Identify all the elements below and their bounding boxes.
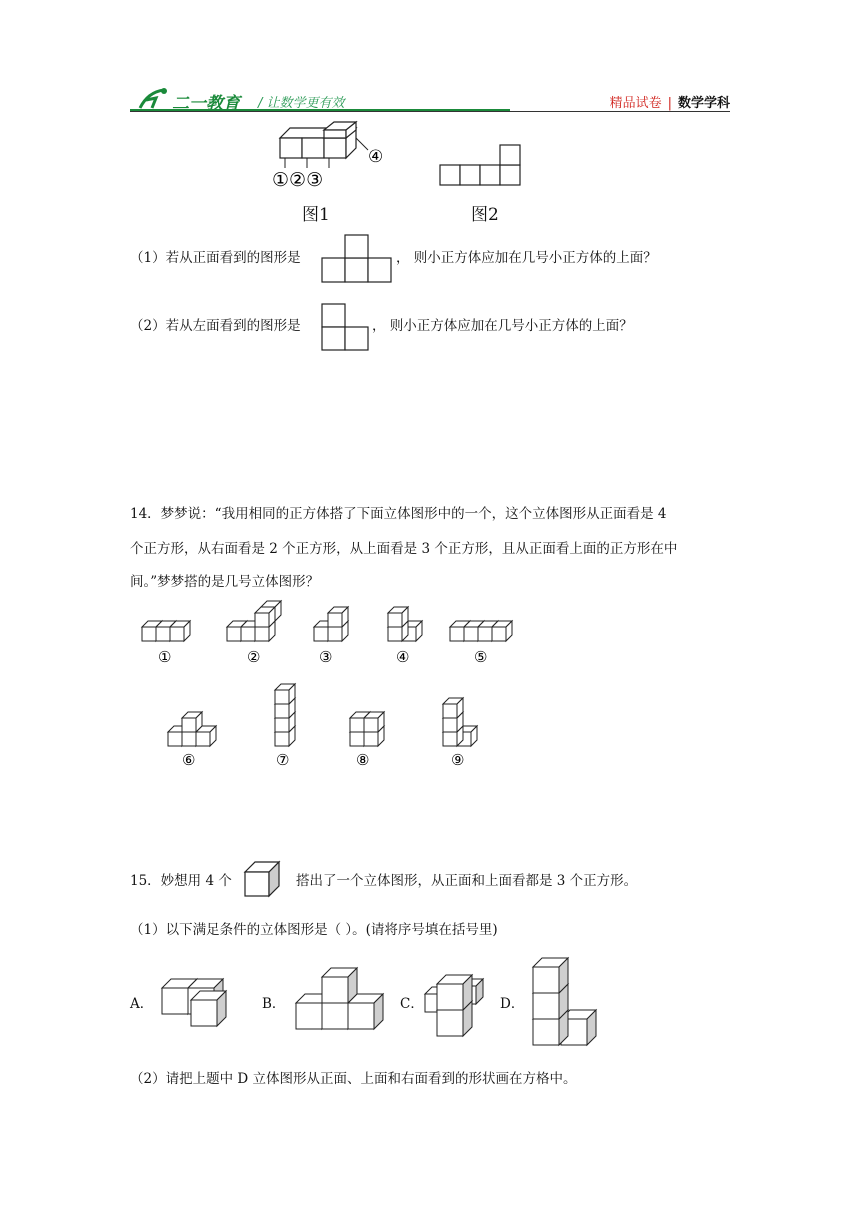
- figure-1-caption: 图1: [302, 205, 330, 225]
- q14-figure-2: [227, 601, 281, 641]
- q14-line-1: 14．梦梦说：“我用相同的正方体搭了下面立体图形中的一个，这个立体图形从正面看是 4: [130, 506, 667, 522]
- q14-label-2: ②: [247, 648, 261, 666]
- q13-sub1-front-view: [321, 234, 393, 286]
- figure-2-caption: 图2: [471, 205, 499, 225]
- q15-option-figures: [150, 955, 620, 1055]
- q15-line-after: 搭出了一个立体图形，从正面和上面看都是 3 个正方形。: [296, 873, 638, 889]
- q14-label-4: ④: [396, 648, 410, 666]
- q14-figure-4: [388, 607, 422, 641]
- q14-figure-5: [450, 621, 512, 641]
- q14-figures: [130, 600, 550, 780]
- q13-sub2-left-view: [321, 303, 371, 353]
- q15-option-c-label: C．: [400, 996, 424, 1012]
- q15-line-before: 15．妙想用 4 个: [130, 873, 232, 889]
- logo-wordmark: 二一教育: [172, 94, 240, 114]
- q14-label-3: ③: [319, 648, 333, 666]
- q13-sub1-text-after: ， 则小正方体应加在几号小正方体的上面？: [396, 250, 657, 266]
- q14-figure-7: [275, 684, 295, 746]
- q14-figure-3: [314, 607, 348, 641]
- figure-2-grid: [438, 143, 528, 188]
- page-header: [130, 86, 730, 114]
- q15-option-d-figure: [533, 958, 596, 1045]
- header-slogan: / 让数学更有效: [258, 96, 345, 111]
- tag-separator: |: [667, 96, 672, 111]
- figure-1-cubes: [270, 120, 400, 190]
- q14-figure-6: [168, 712, 216, 746]
- q14-label-8: ⑧: [356, 751, 370, 769]
- q14-label-1: ①: [158, 648, 172, 666]
- q14-label-9: ⑨: [451, 751, 465, 769]
- header-subject-tag: [610, 92, 730, 111]
- tag-subject: 数学学科: [677, 96, 730, 111]
- q14-line-2: 个正方形，从右面看是 2 个正方形，从上面看是 3 个正方形，且从正面看上面的正方形在中: [130, 541, 678, 557]
- q15-sub1: （1）以下满足条件的立体图形是（ ）。(请将序号填在括号里): [130, 922, 498, 938]
- figure-1-labels-bottom: ①②③: [272, 169, 324, 191]
- q15-option-b-label: B．: [262, 996, 286, 1012]
- q15-option-c-figure: [425, 975, 483, 1036]
- q14-label-6: ⑥: [182, 751, 196, 769]
- tag-premium: 精品试卷: [609, 96, 662, 111]
- q14-figure-9: [443, 698, 477, 746]
- q14-label-5: ⑤: [474, 648, 488, 666]
- q15-sub2: （2）请把上题中 D 立体图形从正面、上面和右面看到的形状画在方格中。: [130, 1071, 577, 1087]
- q14-figure-1: [142, 621, 190, 641]
- q13-sub2-text-before: （2）若从左面看到的图形是: [130, 318, 301, 334]
- q15-single-cube-icon: [243, 860, 283, 900]
- header-rule: [130, 111, 730, 112]
- q14-line-3: 间。”梦梦搭的是几号立体图形？: [130, 574, 320, 590]
- figure-1-label-4: ④: [368, 147, 384, 167]
- q13-sub2-text-after: ， 则小正方体应加在几号小正方体的上面？: [372, 318, 633, 334]
- header-accent-rule: [130, 109, 510, 111]
- q15-option-d-label: D．: [500, 996, 525, 1012]
- q14-label-7: ⑦: [276, 751, 290, 769]
- q14-figure-8: [350, 712, 384, 746]
- q13-sub1-text-before: （1）若从正面看到的图形是: [130, 250, 301, 266]
- q15-option-a-figure: [162, 979, 226, 1026]
- q15-option-b-figure: [296, 968, 383, 1029]
- q15-option-a-label: A．: [130, 996, 154, 1012]
